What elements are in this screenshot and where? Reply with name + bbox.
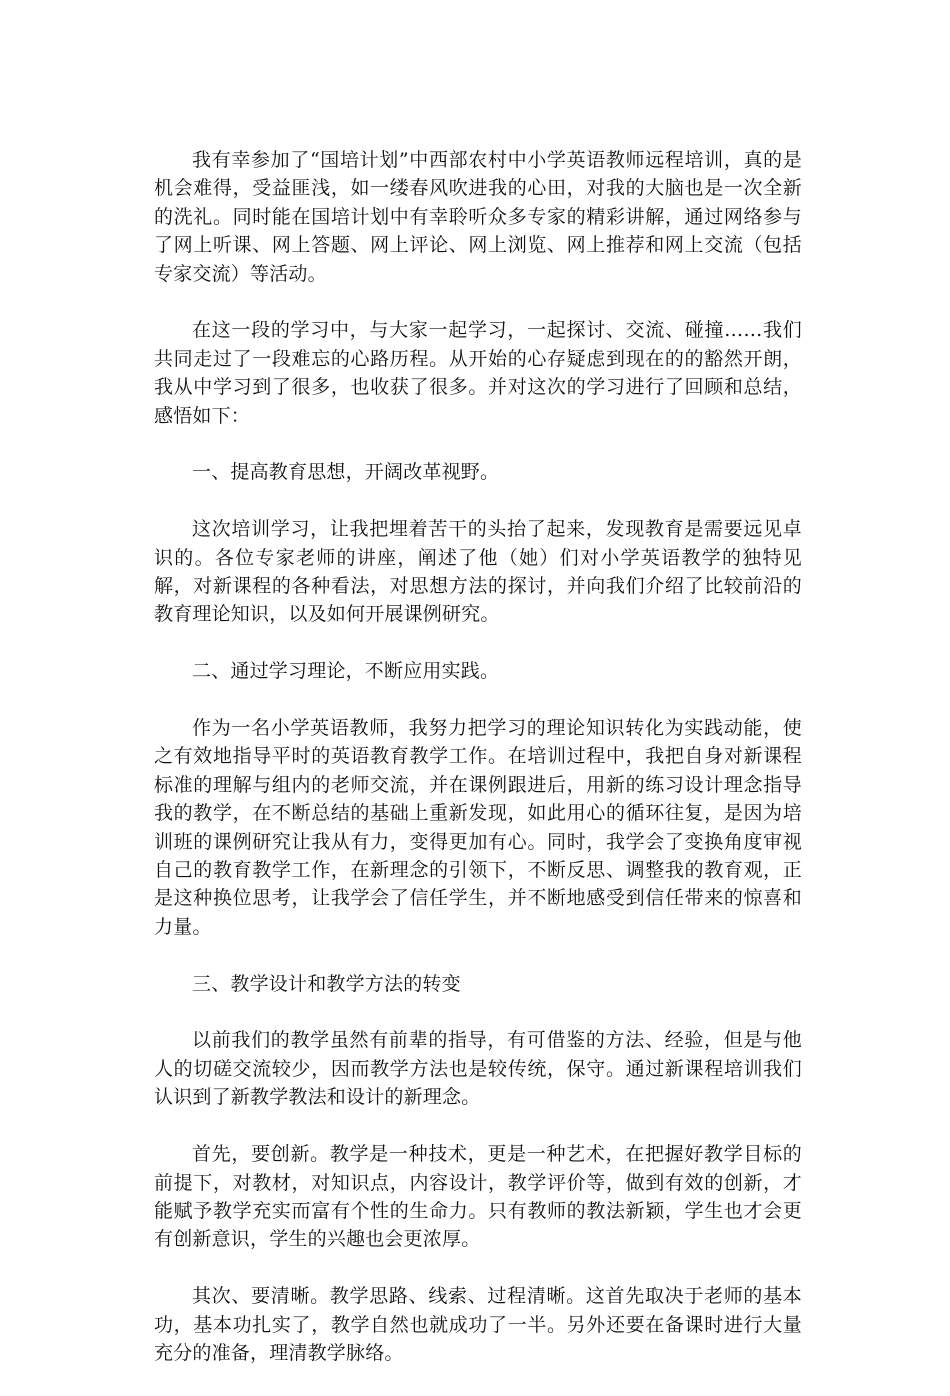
section-heading-3: 三、教学设计和教学方法的转变 (192, 972, 461, 995)
document-page (154, 146, 802, 1396)
paragraph-intro: 我有幸参加了“国培计划”中西部农村中小学英语教师远程培训，真的是机会难得，受益匪浅，如一缕春风吹进我的心田，对我的大脑也是一次全新的洗礼。同时能在国培计划中有幸聆听众多专家的精彩讲解，通过网络参与了网上听课、网上答题、网上评论、网上浏览、网上推荐和网上交流（包括专家交流）等活动。 (154, 149, 802, 285)
paragraph-innovation: 首先，要创新。教学是一种技术，更是一种艺术，在把握好教学目标的前提下，对教材，对知识点，内容设计，教学评价等，做到有效的创新，才能赋予教学充实而富有个性的生命力。只有教师的教法新颖，学生也才会更有创新意识，学生的兴趣也会更浓厚。 (154, 1143, 802, 1251)
paragraph-clarity: 其次、要清晰。教学思路、线索、过程清晰。这首先取决于老师的基本功，基本功扎实了，教学自然也就成功了一半。另外还要在备课时进行大量充分的准备，理清教学脉络。 (154, 1285, 802, 1364)
paragraph-section-3: 以前我们的教学虽然有前辈的指导，有可借鉴的方法、经验，但是与他人的切磋交流较少，因而教学方法也是较传统，保守。通过新课程培训我们认识到了新教学教法和设计的新理念。 (154, 1029, 802, 1109)
section-heading-1: 一、提高教育思想，开阔改革视野。 (192, 461, 500, 484)
paragraph-section-2: 作为一名小学英语教师，我努力把学习的理论知识转化为实践动能，使之有效地指导平时的英语教育教学工作。在培训过程中，我把自身对新课程标准的理解与组内的老师交流，并在课例跟进后，用新的练习设计理念指导我的教学，在不断总结的基础上重新发现，如此用心的循环往复，是因为培训班的课例研究让我从有力，变得更加有心。同时，我学会了变换角度审视自己的教育教学工作，在新理念的引领下，不断反思、调整我的教育观，正是这种换位思考，让我学会了信任学生，并不断地感受到信任带来的惊喜和力量。 (154, 717, 802, 938)
paragraph-section-1: 这次培训学习，让我把埋着苦干的头抬了起来，发现教育是需要远见卓识的。各位专家老师的讲座，阐述了他（她）们对小学英语教学的独特见解，对新课程的各种看法，对思想方法的探讨，并向我们介绍了比较前沿的教育理论知识，以及如何开展课例研究。 (154, 518, 802, 626)
section-heading-2: 二、通过学习理论，不断应用实践。 (192, 660, 500, 683)
paragraph-reflection: 在这一段的学习中，与大家一起学习，一起探讨、交流、碰撞……我们共同走过了一段难忘的心路历程。从开始的心存疑虑到现在的的豁然开朗，我从中学习到了很多，也收获了很多。并对这次的学习进行了回顾和总结，感悟如下： (154, 319, 802, 427)
